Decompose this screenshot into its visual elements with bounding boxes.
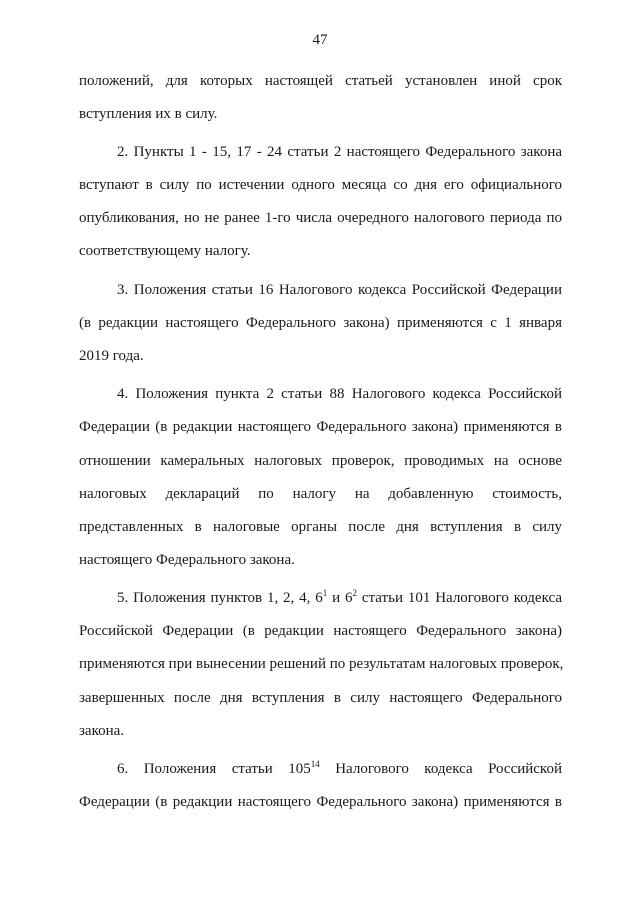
text-line: положений, для которых настоящей статьей установлен иной срок <box>79 73 562 89</box>
text-line: 2. Пункты 1 - 15, 17 - 24 статьи 2 настоящего Федерального закона <box>117 144 562 160</box>
text-line: (в редакции настоящего Федерального закона) применяются с 1 января <box>79 315 562 331</box>
text-line: закона. <box>79 723 125 739</box>
text-line: Федерации (в редакции настоящего Федерального закона) применяются в <box>79 419 562 435</box>
text-line: вступления их в силу. <box>79 106 218 122</box>
text-line: представленных в налоговые органы после дня вступления в силу <box>79 519 562 535</box>
text-line: применяются при вынесении решений по результатам налоговых проверок, <box>79 656 564 672</box>
text-line: соответствующему налогу. <box>79 243 251 259</box>
text-line: 2019 года. <box>79 348 144 364</box>
text-line: 4. Положения пункта 2 статьи 88 Налогового кодекса Российской <box>117 386 562 402</box>
page-number: 47 <box>312 32 328 48</box>
text-line: налоговых деклараций по налогу на добавленную стоимость, <box>79 486 562 502</box>
superscript: 1 <box>322 588 328 598</box>
text-fragment: статьи 101 Налогового кодекса <box>357 590 563 606</box>
superscript: 2 <box>352 588 358 598</box>
text-fragment: 6. Положения статьи 105 <box>117 761 311 777</box>
text-fragment: и 6 <box>327 590 353 606</box>
text-fragment: 5. Положения пунктов 1, 2, 4, 6 <box>117 590 323 606</box>
text-line: вступают в силу по истечении одного месяца со дня его официального <box>79 177 562 193</box>
text-line: 3. Положения статьи 16 Налогового кодекса Российской Федерации <box>117 282 562 298</box>
text-line: Федерации (в редакции настоящего Федерального закона) применяются в <box>79 794 562 810</box>
text-fragment: Налогового кодекса Российской <box>319 761 562 777</box>
text-line <box>117 759 562 779</box>
text-line: завершенных после дня вступления в силу настоящего Федерального <box>79 690 562 706</box>
text-line: Российской Федерации (в редакции настоящего Федерального закона) <box>79 623 562 639</box>
text-line <box>117 588 562 608</box>
superscript: 14 <box>310 759 320 769</box>
text-line: отношении камеральных налоговых проверок, проводимых на основе <box>79 453 562 469</box>
text-line: настоящего Федерального закона. <box>79 552 295 568</box>
text-line: опубликования, но не ранее 1-го числа очередного налогового периода по <box>79 210 562 226</box>
